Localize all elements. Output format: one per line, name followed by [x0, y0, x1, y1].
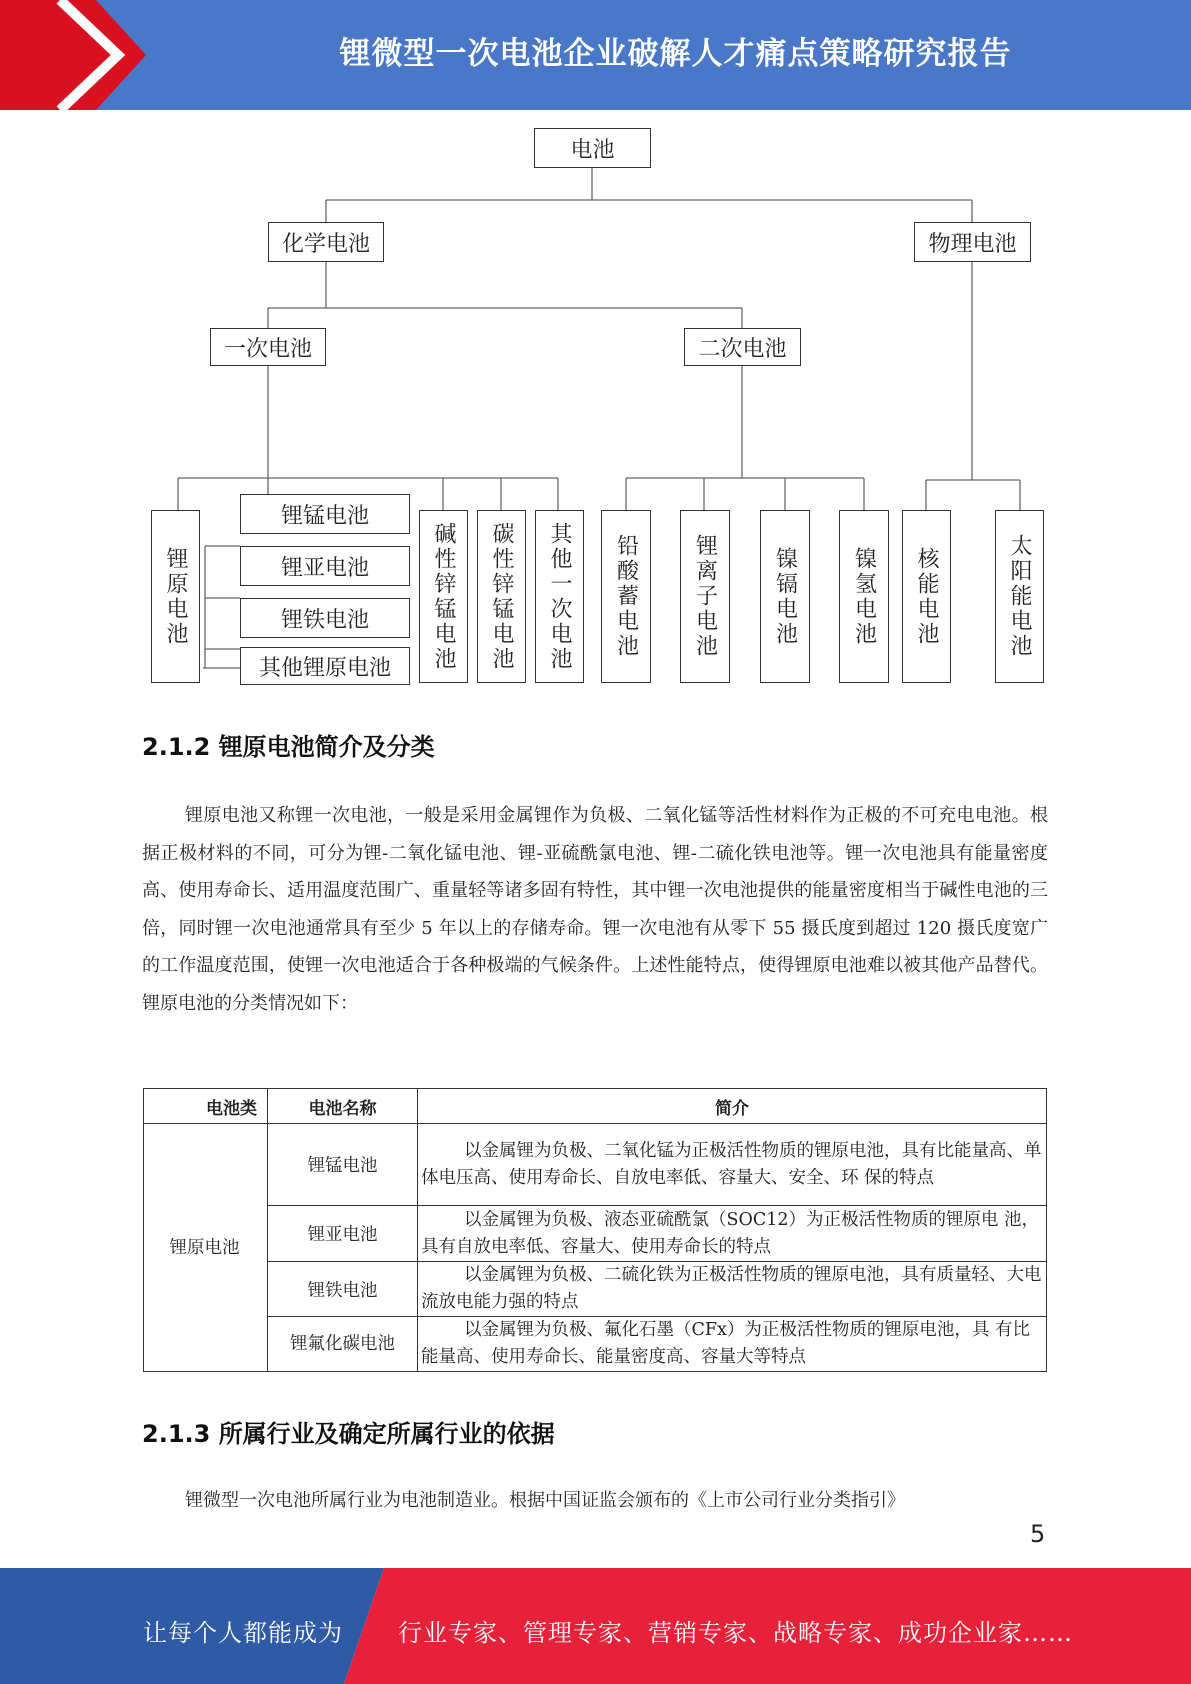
table-desc-cell: 以金属锂为负极、氟化石墨（CFx）为正极活性物质的锂原电池，具 有比能量高、使用寿命长、能量密度高、容量大等特点	[418, 1317, 1047, 1372]
table-row	[144, 1317, 1047, 1372]
node-physical-type: 太阳能电池	[995, 510, 1044, 683]
table-row	[144, 1206, 1047, 1262]
node-chemical-battery: 化学电池	[268, 222, 384, 262]
node-secondary-type: 镍镉电池	[760, 510, 810, 683]
table-category-cell	[144, 1124, 268, 1372]
battery-classification-diagram	[0, 118, 1191, 698]
table-header-cell: 电池类	[144, 1089, 268, 1124]
node-physical-battery: 物理电池	[914, 222, 1031, 262]
table-desc-cell: 以金属锂为负极、二硫化铁为正极活性物质的锂原电池，具有质量轻、大电流放电能力强的特点	[418, 1262, 1047, 1317]
node-lithium-primary: 锂原电池	[151, 510, 200, 683]
node-lithium-subtype: 其他锂原电池	[240, 647, 410, 685]
category-text: 锂原电池	[169, 1237, 240, 1258]
node-battery: 电池	[534, 128, 651, 168]
footer-slogan-left: 让每个人都能成为	[143, 1619, 343, 1647]
table-header-row	[144, 1089, 1047, 1124]
table-desc-cell: 以金属锂为负极、液态亚硫酰氯（SOC12）为正极活性物质的锂原电 池，具有自放电率低、容量大、使用寿命长的特点	[418, 1206, 1047, 1262]
section-heading: 2.1.2 锂原电池简介及分类	[142, 733, 435, 761]
node-lithium-subtype: 锂锰电池	[240, 494, 410, 534]
node-secondary-type: 锂离子电池	[680, 510, 730, 683]
node-physical-type: 核能电池	[902, 510, 951, 683]
section-paragraph: 锂微型一次电池所属行业为电池制造业。根据中国证监会颁布的《上市公司行业分类指引》	[185, 1490, 905, 1511]
table-name-cell: 锂铁电池	[268, 1262, 418, 1317]
page-number: 5	[1030, 1520, 1046, 1548]
node-secondary-type: 铅酸蓄电池	[601, 510, 651, 683]
lithium-battery-table	[143, 1088, 1047, 1372]
node-other-primary: 碱性锌锰电池	[419, 510, 468, 683]
node-lithium-subtype: 锂铁电池	[240, 598, 410, 638]
header-bar	[0, 0, 1191, 110]
report-title: 锂微型一次电池企业破解人才痛点策略研究报告	[339, 36, 1012, 72]
node-other-primary: 碳性锌锰电池	[477, 510, 526, 683]
node-other-primary: 其他一次电池	[535, 510, 584, 683]
table-name-cell: 锂亚电池	[268, 1206, 418, 1262]
table-name-cell: 锂锰电池	[268, 1124, 418, 1206]
node-primary-battery: 一次电池	[210, 328, 326, 366]
section-heading: 2.1.3 所属行业及确定所属行业的依据	[142, 1420, 555, 1448]
node-secondary-battery: 二次电池	[684, 328, 801, 366]
node-lithium-subtype: 锂亚电池	[240, 546, 410, 586]
header-arrow-decoration	[0, 0, 150, 110]
table-header-cell: 电池名称	[268, 1089, 418, 1124]
table-header-cell: 简介	[418, 1089, 1047, 1124]
table-desc-cell: 以金属锂为负极、二氧化锰为正极活性物质的锂原电池，具有比能量高、单体电压高、使用寿命长、自放电率低、容量大、安全、环 保的特点	[418, 1124, 1047, 1206]
table-name-cell: 锂氟化碳电池	[268, 1317, 418, 1372]
node-secondary-type: 镍氢电池	[839, 510, 889, 683]
section-paragraph: 锂原电池又称锂一次电池，一般是采用金属锂作为负极、二氧化锰等活性材料作为正极的不可充电电池。根据正极材料的不同，可分为锂-二氧化锰电池、锂-亚硫酰氯电池、锂-二硫化铁电池等。锂一次电池具有能量密度高、使用寿命长、适用温度范围广、重量轻等诸多固有特性，其中锂一次电池提供的能量密度相当于碱性电池的三倍，同时锂一次电池通常具有至少 5 年以上的存储寿命。锂一次电池有从零下 55 摄氏度到超过 120 摄氏度宽广的工作温度范围，使锂一次电池适合于各种极端的气候条件。上述性能特点，使得锂原电池难以被其他产品替代。锂原电池的分类情况如下：	[142, 805, 1048, 1014]
table-row	[144, 1262, 1047, 1317]
table-row	[144, 1124, 1047, 1206]
footer-slogan-right: 行业专家、管理专家、营销专家、战略专家、成功企业家……	[398, 1619, 1073, 1647]
